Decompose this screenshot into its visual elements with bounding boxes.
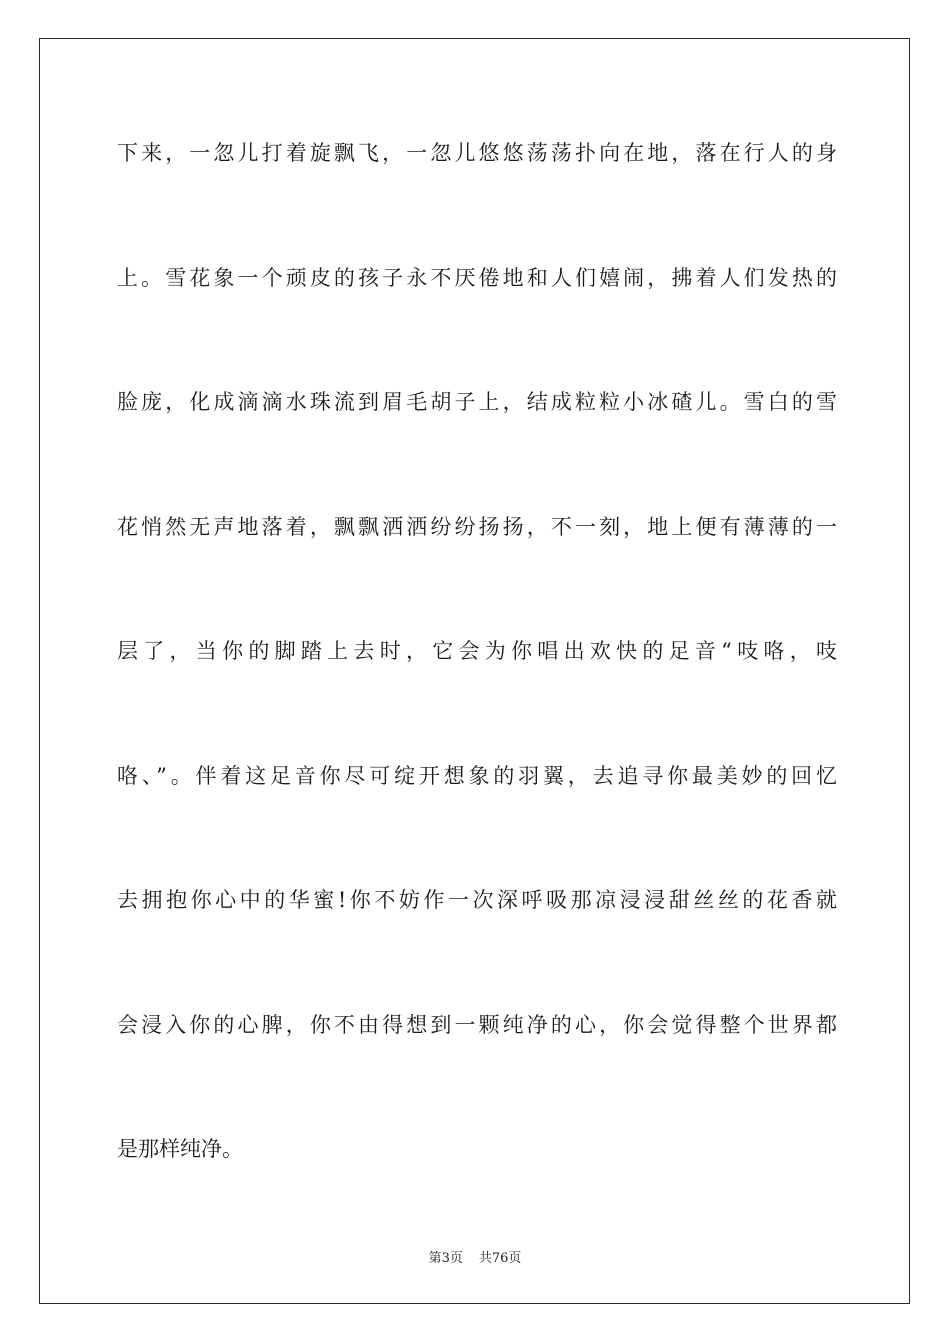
text-line: 咯、”。伴着这足音你尽可绽开想象的羽翼，去追寻你最美妙的回忆 — [117, 763, 837, 788]
page-number: 第3页 — [428, 1251, 463, 1266]
text-line: 会浸入你的心脾，你不由得想到一颗纯净的心，你会觉得整个世界都 — [117, 1012, 837, 1037]
page-footer — [0, 1247, 950, 1266]
text-line: 脸庞，化成滴滴水珠流到眉毛胡子上，结成粒粒小冰碴儿。雪白的雪 — [117, 390, 837, 414]
text-line: 下来，一忽儿打着旋飘飞，一忽儿悠悠荡荡扑向在地，落在行人的身 — [117, 141, 837, 165]
text-line: 去拥抱你心中的华蜜!你不妨作一次深呼吸那凉浸浸甜丝丝的花香就 — [117, 888, 837, 912]
page-total: 共76页 — [478, 1251, 522, 1266]
text-line: 层了，当你的脚踏上去时，它会为你唱出欢快的足音“吱咯，吱 — [117, 639, 837, 663]
body-text — [117, 132, 837, 1253]
text-line: 花悄然无声地落着，飘飘洒洒纷纷扬扬，不一刻，地上便有薄薄的一 — [117, 514, 837, 539]
text-line: 上。雪花象一个顽皮的孩子永不厌倦地和人们嬉闹，拂着人们发热的 — [117, 265, 837, 290]
text-line-last: 是那样纯净。 — [117, 1137, 243, 1161]
